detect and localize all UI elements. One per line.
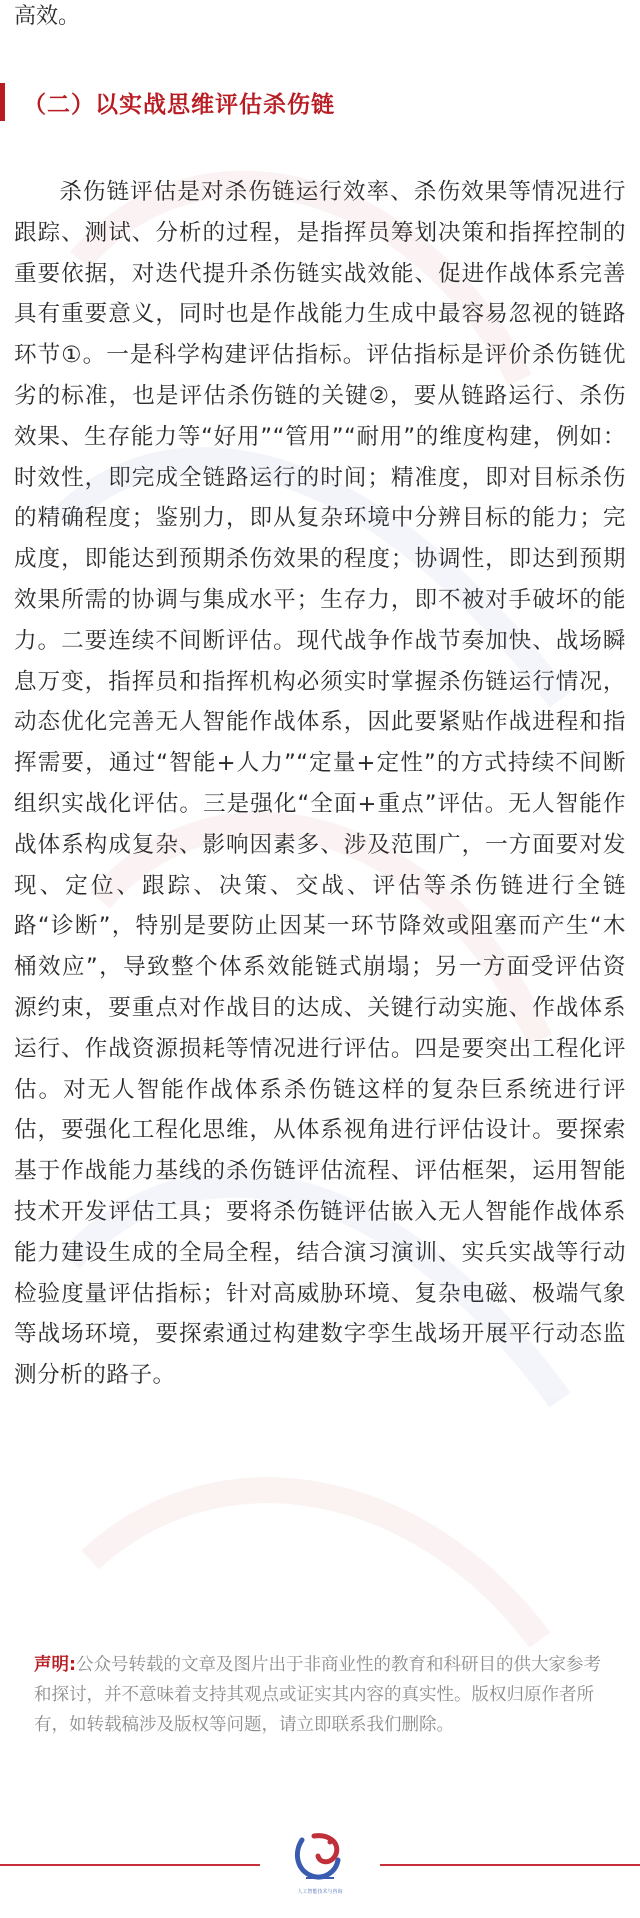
- footer: [0, 1830, 640, 1900]
- heading-accent-bar: [0, 83, 5, 121]
- logo-caption: 人工智能技术与咨询: [297, 1889, 343, 1895]
- footer-logo: [284, 1830, 356, 1900]
- section-heading: [0, 82, 335, 122]
- disclaimer: [34, 1650, 614, 1740]
- dragon-logo-icon: [284, 1830, 356, 1888]
- footer-divider-right: [380, 1864, 640, 1866]
- previous-paragraph-tail: 高效。: [14, 4, 81, 29]
- body-paragraph: 杀伤链评估是对杀伤链运行效率、杀伤效果等情况进行跟踪、测试、分析的过程，是指挥员筹划决策和指挥控制的重要依据，对迭代提升杀伤链实战效能、促进作战体系完善具有重要意义，同时也是作战能力生成中最容易忽视的链路环节①。一是科学构建评估指标。评估指标是评价杀伤链优劣的标准，也是评估杀伤链的关键②，要从链路运行、杀伤效果、生存能力等“好用”“管用”“耐用”的维度构建，例如：时效性，即完成全链路运行的时间；精准度，即对目标杀伤的精确程度；鉴别力，即从复杂环境中分辨目标的能力；完成度，即能达到预期杀伤效果的程度；协调性，即达到预期效果所需的协调与集成水平；生存力，即不被对手破坏的能力。二要连续不间断评估。现代战争作战节奏加快、战场瞬息万变，指挥员和指挥机构必须实时掌握杀伤链运行情况，动态优化完善无人智能作战体系，因此要紧贴作战进程和指挥需要，通过“智能+人力”“定量+定性”的方式持续不间断组织实战化评估。三是强化“全面+重点”评估。无人智能作战体系构成复杂、影响因素多、涉及范围广，一方面要对发现、定位、跟踪、决策、交战、评估等杀伤链进行全链路“诊断”，特别是要防止因某一环节降效或阻塞而产生“木桶效应”，导致整个体系效能链式崩塌；另一方面受评估资源约束，要重点对作战目的达成、关键行动实施、作战体系运行、作战资源损耗等情况进行评估。四是要突出工程化评估。对无人智能作战体系杀伤链这样的复杂巨系统进行评估，要强化工程化思维，从体系视角进行评估设计。要探索基于作战能力基线的杀伤链评估流程、评估框架，运用智能技术开发评估工具；要将杀伤链评估嵌入无人智能作战体系能力建设生成的全局全程，结合演习演训、实兵实战等行动检验度量评估指标；针对高威胁环境、复杂电磁、极端气象等战场环境，要探索通过构建数字孪生战场开展平行动态监测分析的路子。: [14, 179, 626, 1389]
- disclaimer-label: 声明:: [34, 1655, 76, 1675]
- footer-divider-left: [0, 1864, 260, 1866]
- disclaimer-text: 公众号转载的文章及图片出于非商业性的教育和科研目的供大家参考和探讨，并不意味着支持其观点或证实其内容的真实性。版权归原作者所有，如转载稿涉及版权等问题，请立即联系我们删除。: [34, 1655, 601, 1735]
- section-heading-text: （二）以实战思维评估杀伤链: [23, 91, 335, 118]
